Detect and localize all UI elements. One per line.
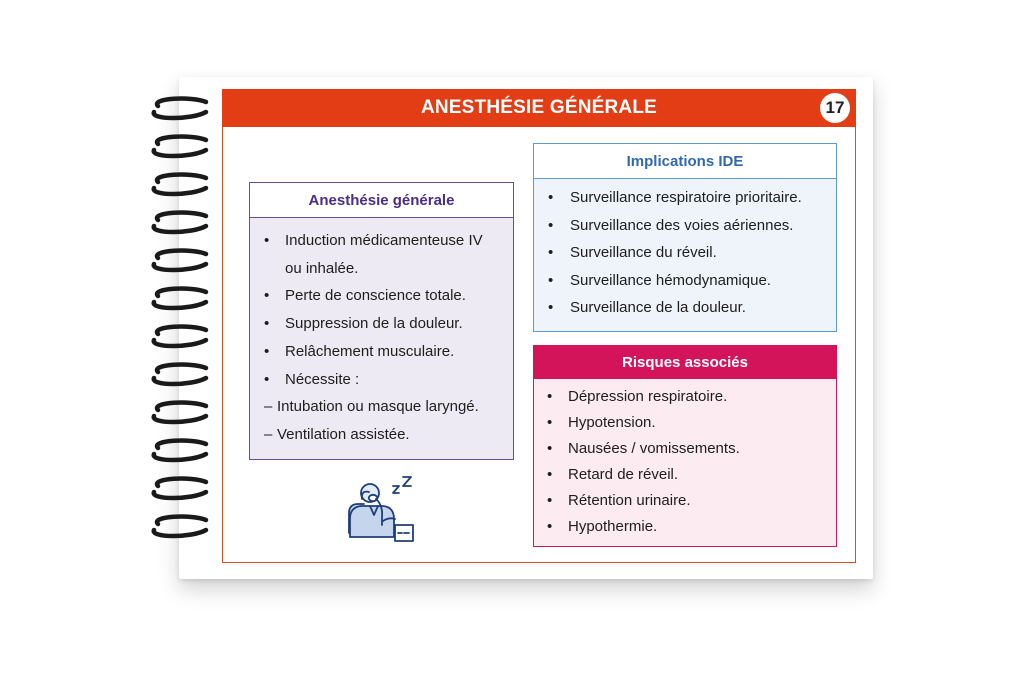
list-item-text: Surveillance de la douleur.	[570, 299, 746, 316]
bullet-icon: •	[548, 244, 554, 261]
list-item	[547, 384, 836, 410]
title-bar	[222, 89, 856, 127]
list-item	[548, 267, 836, 295]
bullet-icon: •	[264, 232, 270, 249]
dash-icon: –	[264, 398, 273, 416]
implications-list	[534, 179, 836, 322]
list-item-text: Rétention urinaire.	[568, 492, 691, 509]
bullet-icon: •	[264, 287, 270, 305]
list-item	[264, 227, 513, 255]
list-item-text: Dépression respiratoire.	[568, 388, 728, 405]
anesthesie-panel-heading: Anesthésie générale	[250, 183, 513, 218]
bullet-icon: •	[547, 388, 553, 405]
implications-panel	[533, 143, 837, 332]
list-item-text: Retard de réveil.	[568, 466, 679, 483]
list-item-text: Surveillance des voies aériennes.	[570, 216, 794, 234]
risques-panel-heading: Risques associés	[534, 346, 836, 379]
list-item-text: ou inhalée.	[285, 259, 359, 277]
anesthesie-panel	[249, 182, 514, 460]
list-item	[548, 239, 836, 267]
dash-icon: –	[264, 425, 273, 443]
list-item	[264, 282, 513, 310]
list-item-text: Hypotension.	[568, 414, 656, 431]
page-title: ANESTHÉSIE GÉNÉRALE	[420, 97, 658, 118]
list-item	[548, 184, 836, 212]
implications-panel-heading: Implications IDE	[534, 144, 836, 179]
list-item-text: Surveillance du réveil.	[570, 244, 717, 261]
list-item	[264, 338, 513, 366]
list-item-text: Perte de conscience totale.	[285, 287, 466, 305]
list-item-text: Nécessite :	[285, 370, 360, 388]
list-item	[547, 436, 836, 462]
bullet-icon: •	[264, 370, 270, 388]
spiral-binding-icon	[148, 94, 210, 554]
bullet-icon: •	[547, 466, 553, 483]
bullet-icon: •	[547, 414, 553, 431]
list-item-text: Nausées / vomissements.	[568, 440, 740, 457]
bullet-icon: •	[264, 342, 270, 360]
list-item	[547, 488, 836, 514]
sub-list-item	[264, 393, 513, 421]
list-item	[547, 514, 836, 540]
list-item	[547, 410, 836, 436]
list-item-text: Induction médicamenteuse IV	[285, 232, 483, 249]
anesthesie-list	[250, 218, 513, 449]
bullet-icon: •	[547, 518, 553, 535]
list-item-text: Intubation ou masque laryngé.	[277, 398, 479, 416]
list-item-text: Ventilation assistée.	[277, 425, 410, 443]
risques-list	[534, 379, 836, 540]
sub-list-item	[264, 421, 513, 449]
list-item	[547, 462, 836, 488]
bullet-icon: •	[547, 440, 553, 457]
list-item-text: Suppression de la douleur.	[285, 315, 463, 333]
list-item	[264, 310, 513, 338]
list-item	[264, 366, 513, 394]
sleeping-patient-icon	[345, 473, 420, 545]
list-item	[548, 294, 836, 322]
list-item-text: Relâchement musculaire.	[285, 342, 455, 360]
list-item-text: Hypothermie.	[568, 518, 658, 535]
bullet-icon: •	[264, 315, 270, 333]
bullet-icon: •	[548, 271, 554, 289]
list-item	[264, 255, 513, 283]
list-item	[548, 212, 836, 240]
list-item-text: Surveillance hémodynamique.	[570, 271, 771, 289]
risques-panel	[533, 345, 837, 547]
bullet-icon: •	[548, 299, 554, 316]
list-item-text: Surveillance respiratoire prioritaire.	[570, 189, 802, 206]
bullet-icon: •	[548, 189, 554, 206]
bullet-icon: •	[548, 216, 554, 234]
page-number-badge: 17	[820, 93, 850, 123]
bullet-icon: •	[547, 492, 553, 509]
